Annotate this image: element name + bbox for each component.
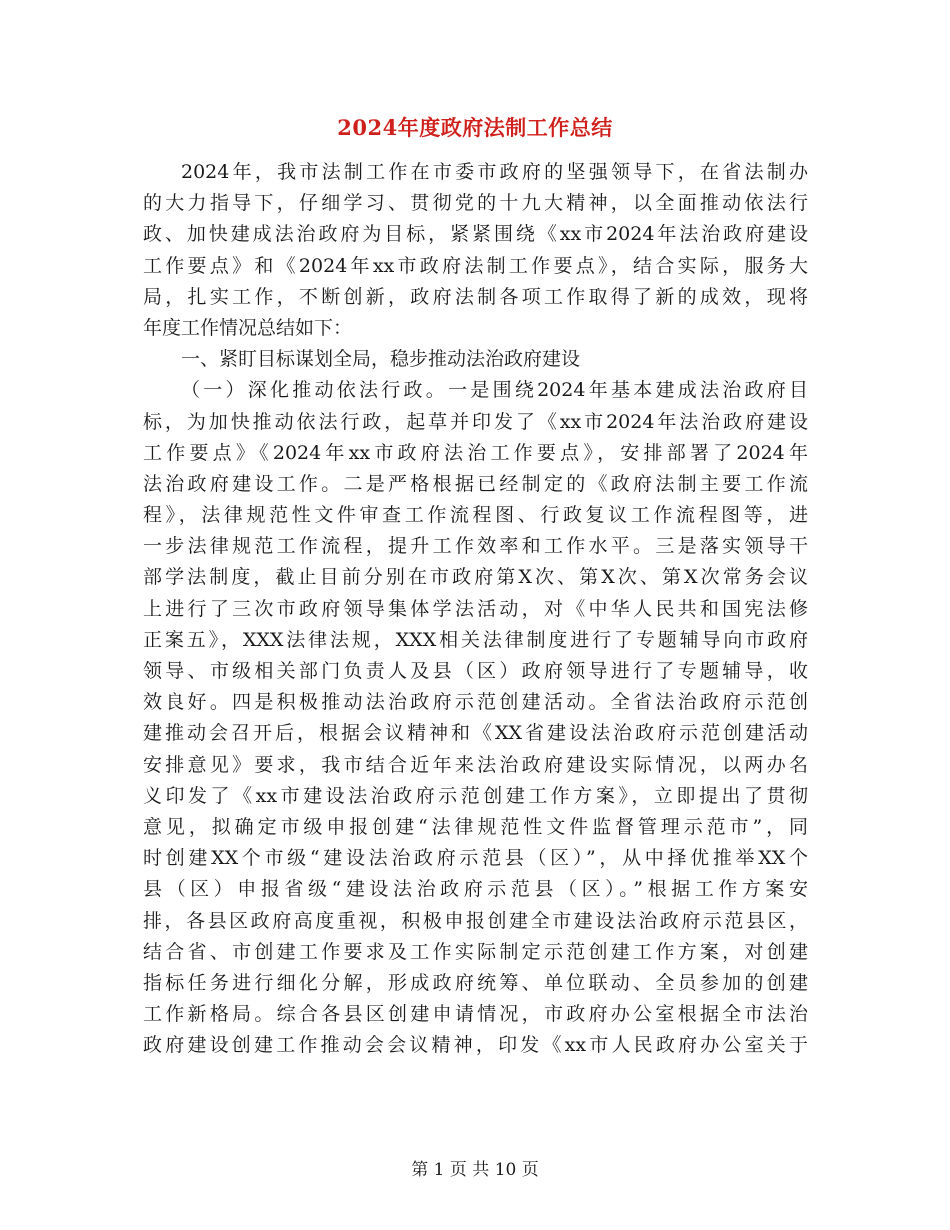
body-line: 建推动会召开后，根据会议精神和《XX省建设法治政府示范创建活动 (143, 722, 808, 745)
body-line: 的大力指导下，仔细学习、贯彻党的十九大精神，以全面推动依法行 (143, 192, 808, 215)
section-heading: 一、紧盯目标谋划全局，稳步推动法治政府建设 (181, 348, 581, 371)
body-line: 工作新格局。综合各县区创建申请情况，市政府办公室根据全市法治 (143, 1003, 808, 1026)
body-line: 意见，拟确定市级申报创建“法律规范性文件监督管理示范市”，同 (143, 815, 808, 838)
body-line: 领导、市级相关部门负责人及县（区）政府领导进行了专题辅导，收 (143, 660, 808, 682)
body-line: 效良好。四是积极推动法治政府示范创建活动。全省法治政府示范创 (143, 691, 808, 714)
body-line: 一步法律规范工作流程，提升工作效率和工作水平。三是落实领导干 (143, 535, 808, 558)
body-line: 标，为加快推动依法行政，起草并印发了《xx市2024年法治政府建设 (143, 410, 808, 433)
body-line: 局，扎实工作，不断创新，政府法制各项工作取得了新的成效，现将 (143, 285, 808, 308)
body-line: 部学法制度，截止目前分别在市政府第X次、第X次、第X次常务会议 (143, 566, 808, 589)
body-line: 工作要点》和《2024年xx市政府法制工作要点》，结合实际，服务大 (143, 254, 808, 277)
body-line: 安排意见》要求，我市结合近年来法治政府建设实际情况，以两办名 (143, 753, 808, 776)
page-footer: 第 1 页 共 10 页 (411, 1160, 539, 1180)
body-line: 指标任务进行细化分解，形成政府统筹、单位联动、全员参加的创建 (143, 971, 808, 994)
document-body (143, 157, 808, 1061)
body-line: （一）深化推动依法行政。一是围绕2024年基本建成法治政府目 (181, 379, 808, 402)
body-line: 政府建设创建工作推动会会议精神，印发《xx市人民政府办公室关于 (143, 1034, 808, 1057)
body-line: 县（区）申报省级“建设法治政府示范县（区）。”根据工作方案安 (143, 878, 808, 901)
document-title: 2024年度政府法制工作总结 (337, 115, 613, 140)
body-line: 法治政府建设工作。二是严格根据已经制定的《政府法制主要工作流 (143, 472, 808, 495)
body-line: 正案五》，XXX法律法规，XXX相关法律制度进行了专题辅导向市政府 (143, 628, 808, 651)
body-line: 工作要点》《2024年xx市政府法治工作要点》，安排部署了2024年 (143, 441, 808, 464)
body-line: 2024年，我市法制工作在市委市政府的坚强领导下，在省法制办 (181, 161, 808, 183)
body-line: 年度工作情况总结如下： (143, 316, 353, 339)
body-line: 时创建XX个市级“建设法治政府示范县（区）”，从中择优推举XX个 (143, 847, 808, 870)
body-line: 政、加快建成法治政府为目标，紧紧围绕《xx市2024年法治政府建设 (143, 223, 808, 246)
body-line: 上进行了三次市政府领导集体学法活动，对《中华人民共和国宪法修 (143, 597, 808, 620)
body-line: 程》，法律规范性文件审查工作流程图、行政复议工作流程图等，进 (143, 504, 808, 527)
body-line: 结合省、市创建工作要求及工作实际制定示范创建工作方案，对创建 (143, 940, 808, 963)
body-line: 义印发了《xx市建设法治政府示范创建工作方案》，立即提出了贯彻 (143, 784, 808, 807)
body-line: 排，各县区政府高度重视，积极申报创建全市建设法治政府示范县区， (143, 909, 808, 932)
